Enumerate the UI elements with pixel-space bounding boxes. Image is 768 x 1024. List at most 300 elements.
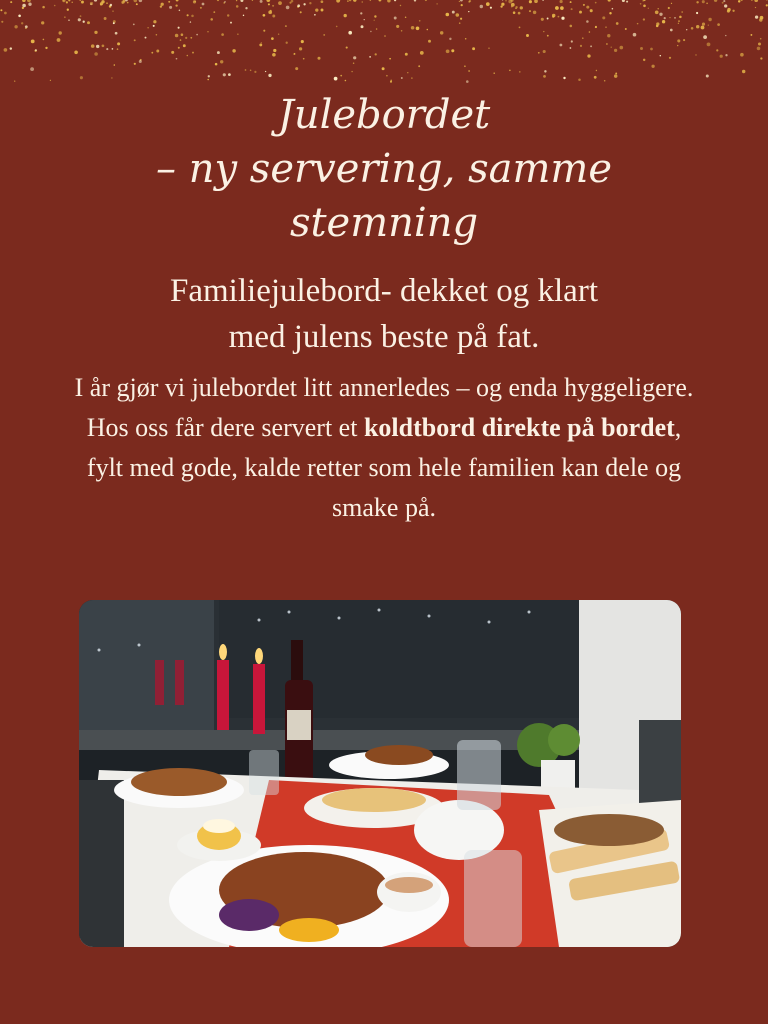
sparkle-dot [674,17,675,18]
sparkle-dot [106,48,108,50]
sparkle-dot [708,18,711,21]
sparkle-dot [563,77,565,79]
sparkle-dot [62,0,65,2]
sparkle-dot [449,38,451,40]
sparkle-dot [139,0,143,2]
sparkle-dot [488,47,490,49]
sparkle-dot [560,6,564,10]
sparkle-dot [272,15,275,18]
sparkle-dot [724,4,727,7]
sparkle-dot [79,0,81,1]
sparkle-dot [315,8,318,11]
sparkle-dot [446,13,450,17]
sparkle-dot [190,37,192,39]
sparkle-dot [696,1,698,3]
sparkle-dot [586,6,589,9]
sparkle-dot [382,67,385,70]
sparkle-dot [344,14,347,17]
sparkle-dot [670,29,673,32]
sparkle-dot [583,4,585,6]
sparkle-dot [285,25,287,27]
sparkle-dot [396,25,399,28]
sparkle-dot [677,45,678,46]
sparkle-dot [278,33,279,34]
sparkle-dot [80,15,82,17]
sparkle-dot [701,26,705,30]
sparkle-dot [683,39,685,41]
sparkle-dot [112,48,114,50]
sparkle-dot [18,15,21,18]
sparkle-dot [543,50,546,53]
sparkle-dot [232,49,235,52]
sparkle-dot [678,23,679,24]
sparkle-dot [466,80,469,83]
sparkle-dot [518,12,521,15]
sparkle-dot [571,40,573,42]
sparkle-dot [207,79,209,81]
sparkle-dot [456,13,460,17]
sparkle-dot [757,47,761,51]
sparkle-dot [420,51,424,55]
sparkle-dot [35,49,37,51]
sparkle-dot [21,22,23,24]
sparkle-dot [67,9,69,11]
sparkle-dot [720,55,723,58]
sparkle-dot [236,5,239,8]
sparkle-dot [1,21,3,23]
sparkle-dot [243,15,244,16]
sparkle-dot [740,53,744,57]
sparkle-dot [727,10,730,13]
sparkle-dot [94,0,97,2]
sparkle-dot [268,10,272,14]
sparkle-dot [153,20,156,23]
sparkle-dot [607,34,610,37]
gold-sparkle-border [0,0,768,90]
sparkle-dot [614,49,617,52]
sparkle-dot [133,23,135,25]
sparkle-dot [151,52,153,54]
sparkle-dot [353,63,354,64]
sparkle-dot [300,11,302,13]
sparkle-dot [230,22,232,24]
sparkle-dot [348,31,352,35]
sparkle-dot [31,40,35,44]
sparkle-dot [465,38,467,40]
sparkle-dot [547,35,549,37]
sparkle-dot [664,17,666,19]
sparkle-dot [250,70,252,72]
sparkle-dot [595,26,597,28]
sparkle-dot [4,48,8,52]
sparkle-dot [505,0,506,1]
sparkle-dot [156,34,158,36]
sparkle-dot [754,0,758,2]
sparkle-dot [703,35,707,39]
sparkle-dot [428,40,431,43]
sparkle-dot [706,74,709,77]
sparkle-dot [314,14,316,16]
subtitle-line-2: med julens beste på fat. [228,319,540,355]
sparkle-dot [171,51,174,54]
sparkle-dot [87,21,90,24]
sparkle-dot [766,0,767,1]
sparkle-dot [112,10,114,12]
sparkle-dot [175,4,177,6]
sparkle-dot [440,31,443,34]
sparkle-dot [723,0,725,2]
sparkle-dot [570,25,573,28]
sparkle-dot [582,37,584,39]
sparkle-dot [671,3,672,4]
sparkle-dot [656,25,659,28]
sparkle-dot [529,10,531,12]
intro-text-start: I år gjør vi julebordet litt annerledes – og enda hyggeligere. Hos oss får dere servert et [74,373,694,442]
sparkle-dot [643,59,645,61]
sparkle-dot [460,0,463,1]
sparkle-dot [468,11,469,12]
sparkle-dot [136,3,138,5]
sparkle-dot [110,4,112,6]
sparkle-dot [156,50,159,53]
sparkle-dot [464,65,466,67]
sparkle-dot [558,16,560,18]
sparkle-dot [716,49,718,51]
sparkle-dot [452,11,455,14]
sparkle-dot [301,40,304,43]
sparkle-dot [102,44,105,47]
sparkle-dot [411,77,412,78]
sparkle-dot [220,60,223,63]
sparkle-dot [263,30,265,32]
sparkle-dot [271,37,274,40]
sparkle-dot [425,0,427,1]
sparkle-dot [509,70,510,71]
sparkle-dot [401,77,403,79]
sparkle-dot [387,0,390,3]
sparkle-dot [10,47,12,49]
sparkle-dot [702,23,705,26]
sparkle-dot [520,6,523,9]
sparkle-dot [191,15,194,18]
sparkle-dot [732,10,734,12]
sparkle-dot [376,28,378,30]
sparkle-dot [501,3,504,6]
sparkle-dot [139,60,142,63]
sparkle-dot [401,30,403,32]
sparkle-dot [14,25,17,28]
sparkle-dot [643,18,645,20]
sparkle-dot [706,2,708,4]
sparkle-dot [416,26,420,30]
sparkle-dot [245,69,247,71]
sparkle-dot [127,2,129,4]
sparkle-dot [346,47,348,49]
sparkle-dot [168,1,170,3]
sparkle-dot [755,15,758,18]
sparkle-dot [145,37,147,39]
sparkle-dot [500,5,502,7]
sparkle-dot [64,16,65,17]
sparkle-dot [28,3,31,6]
sparkle-dot [263,14,266,17]
sparkle-dot [502,0,503,1]
sparkle-dot [486,2,490,6]
sparkle-dot [210,18,213,21]
sparkle-dot [178,27,180,29]
sparkle-dot [360,12,362,14]
sparkle-dot [14,80,15,81]
sparkle-dot [451,49,454,52]
sparkle-dot [570,47,572,49]
sparkle-dot [419,20,421,22]
sparkle-dot [725,35,726,36]
sparkle-dot [111,77,112,78]
sparkle-dot [96,45,99,48]
sparkle-dot [215,63,218,66]
sparkle-dot [513,11,516,14]
sparkle-dot [208,75,210,77]
sparkle-dot [542,0,544,1]
sparkle-dot [570,1,572,3]
sparkle-dot [519,71,521,73]
sparkle-dot [190,21,191,22]
sparkle-dot [273,49,276,52]
sparkle-dot [221,33,224,36]
sparkle-dot [586,20,589,23]
sparkle-dot [696,25,699,28]
sparkle-dot [587,54,590,57]
sparkle-dot [133,0,137,2]
sparkle-dot [72,2,73,3]
sparkle-dot [606,43,608,45]
sparkle-dot [515,6,517,8]
sparkle-dot [375,53,377,55]
sparkle-dot [361,25,364,28]
sparkle-dot [286,42,288,44]
sparkle-dot [468,70,470,72]
sparkle-dot [295,67,298,70]
sparkle-dot [662,20,665,23]
sparkle-dot [353,56,356,59]
sparkle-dot [414,0,416,2]
title-line-1: Julebordet [277,92,491,138]
sparkle-dot [351,71,352,72]
intro-text-end: , fylt med gode, kalde retter som hele familien kan dele og smake på. [86,413,682,522]
sparkle-dot [299,47,302,50]
sparkle-dot [405,17,407,19]
sparkle-dot [272,53,276,57]
sparkle-dot [609,12,611,14]
sparkle-dot [679,16,682,19]
title-line-2: – ny servering, samme [156,146,612,192]
sparkle-dot [436,3,437,4]
sparkle-dot [323,34,325,36]
sparkle-dot [660,55,661,56]
sparkle-dot [317,57,320,60]
sparkle-dot [176,0,179,1]
sparkle-dot [202,3,205,6]
sparkle-dot [571,8,573,10]
sparkle-dot [714,0,717,2]
sparkle-dot [374,15,376,17]
sparkle-dot [391,80,392,81]
sparkle-dot [293,53,295,55]
sparkle-dot [169,6,172,9]
sparkle-dot [534,0,538,3]
sparkle-dot [321,0,324,3]
sparkle-dot [78,18,81,21]
sparkle-dot [80,76,83,79]
sparkle-dot [594,76,597,79]
sparkle-dot [240,0,243,2]
sparkle-dot [511,6,513,8]
sparkle-dot [407,72,408,73]
sparkle-dot [579,11,582,14]
sparkle-dot [336,26,338,28]
sparkle-dot [702,0,705,3]
sparkle-dot [25,28,27,30]
sparkle-dot [722,2,724,4]
sparkle-dot [10,1,12,3]
sparkle-dot [303,58,305,60]
sparkle-dot [480,5,483,8]
sparkle-dot [578,79,581,82]
sparkle-dot [217,51,220,54]
sparkle-dot [22,0,26,2]
sparkle-dot [461,4,463,6]
sparkle-dot [614,74,617,77]
sparkle-dot [668,7,670,9]
sparkle-dot [41,21,44,24]
sparkle-dot [611,47,612,48]
sparkle-dot [590,45,592,47]
sparkle-dot [268,74,271,77]
sparkle-dot [543,31,544,32]
sparkle-dot [345,80,347,82]
sparkle-dot [272,5,274,7]
sparkle-dot [245,7,247,9]
sparkle-dot [22,7,24,9]
sparkle-dot [68,0,70,1]
sparkle-dot [278,1,282,5]
sparkle-dot [620,46,624,50]
sparkle-dot [643,0,644,1]
sparkle-dot [657,8,658,9]
sparkle-dot [427,29,429,31]
sparkle-dot [472,47,475,50]
sparkle-dot [707,43,711,47]
sparkle-dot [625,28,627,30]
sparkle-dot [114,64,116,66]
sparkle-dot [544,70,546,72]
sparkle-dot [94,52,98,56]
sparkle-dot [185,37,187,39]
sparkle-dot [187,14,189,16]
sparkle-dot [490,7,492,9]
sparkle-dot [254,71,256,73]
sparkle-dot [758,43,761,46]
sparkle-dot [760,38,762,40]
sparkle-dot [589,31,591,33]
sparkle-dot [122,2,124,4]
sparkle-dot [602,16,605,19]
sparkle-dot [612,8,614,10]
sparkle-dot [353,0,356,2]
sparkle-dot [200,7,202,9]
sparkle-dot [50,80,51,81]
sparkle-dot [374,20,375,21]
sparkle-dot [390,81,392,83]
sparkle-dot [740,0,742,1]
sparkle-dot [113,22,115,24]
sparkle-dot [42,6,45,9]
sparkle-dot [115,32,118,35]
page-title [0,88,768,250]
sparkle-dot [493,72,494,73]
sparkle-dot [561,17,564,20]
sparkle-dot [192,52,194,54]
sparkle-dot [669,17,670,18]
sparkle-dot [261,42,262,43]
sparkle-dot [94,31,97,34]
sparkle-dot [183,44,186,47]
sparkle-dot [459,1,460,2]
sparkle-dot [386,75,388,77]
sparkle-dot [640,3,642,5]
sparkle-dot [669,57,671,59]
sparkle-dot [608,0,611,2]
sparkle-dot [45,47,47,49]
sparkle-dot [179,10,181,12]
sparkle-dot [54,5,56,7]
sparkle-dot [538,52,540,54]
sparkle-dot [559,0,562,3]
sparkle-dot [289,2,291,4]
sparkle-dot [223,73,226,76]
sparkle-dot [760,57,762,59]
sparkle-dot [394,17,397,20]
sparkle-dot [349,0,352,1]
sparkle-dot [369,56,371,58]
sparkle-dot [469,0,471,2]
sparkle-dot [547,18,549,20]
sparkle-dot [59,31,62,34]
sparkle-dot [543,75,546,78]
sparkle-dot [389,58,391,60]
sparkle-dot [681,11,683,13]
intro-text-bold: koldtbord direkte på bordet [363,413,675,442]
sparkle-dot [364,19,365,20]
sparkle-dot [147,27,148,28]
sparkle-dot [0,9,2,11]
sparkle-dot [640,47,643,50]
sparkle-dot [266,0,270,2]
sparkle-dot [334,77,338,81]
sparkle-dot [223,2,225,4]
sparkle-dot [297,4,300,7]
sparkle-dot [615,72,617,74]
sparkle-dot [117,42,120,45]
sparkle-dot [193,0,196,3]
sparkle-dot [117,48,119,50]
sparkle-dot [178,47,180,49]
sparkle-dot [286,6,290,10]
sparkle-dot [104,17,107,20]
sparkle-dot [362,1,363,2]
sparkle-dot [596,70,597,71]
sparkle-dot [755,7,756,8]
